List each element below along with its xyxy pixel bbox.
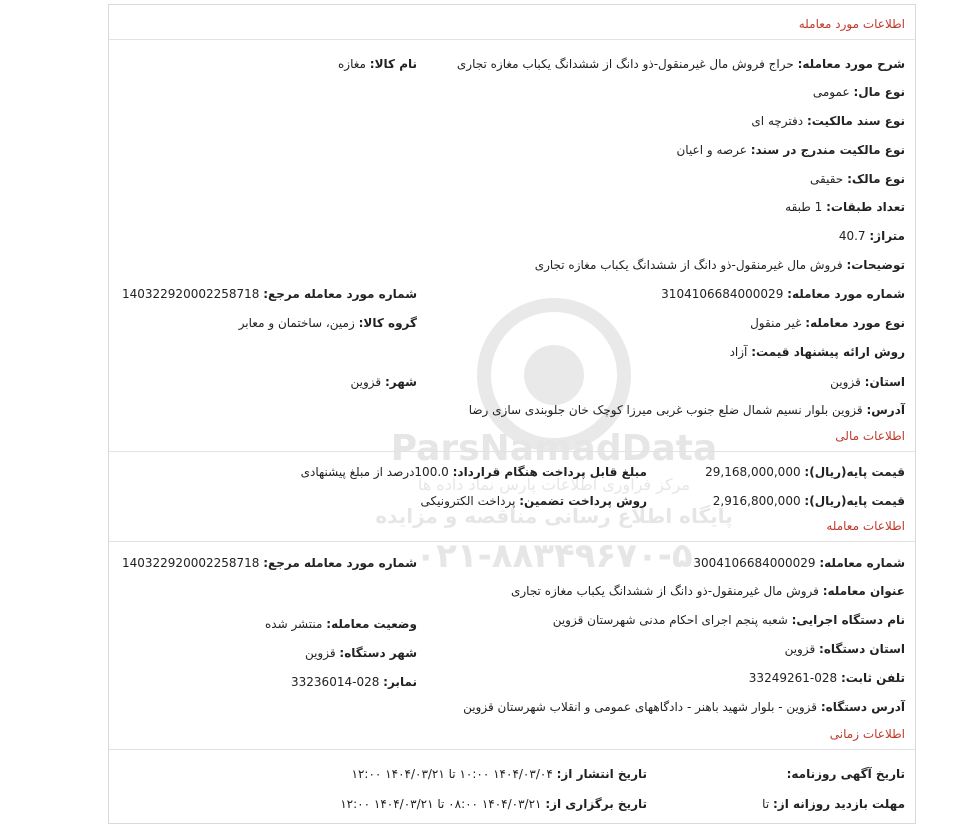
transaction-ref-label: شماره مورد معامله مرجع: [263,556,417,570]
deal-description-label: شرح مورد معامله: [797,57,905,71]
agency-address-value: قزوین - بلوار شهید باهنر - دادگاههای عمومی و انقلاب شهرستان قزوین [463,700,818,714]
deal-type-label: نوع مورد معامله: [805,316,905,330]
transaction-number-label: شماره معامله: [819,556,905,570]
base-price-label: قیمت پایه(ریال): [804,465,905,479]
transaction-ref [122,556,417,570]
asset-type-value: عمومی [812,85,850,99]
goods-name [338,57,417,71]
agency-address-label: آدرس دستگاه: [820,700,905,714]
goods-group [239,316,417,330]
ref-number-value: 140322920002258718 [121,287,260,301]
visit-deadline-value: تا [762,797,770,811]
publish-date-label: تاریخ انتشار از: [556,767,647,781]
base-price-value: 29,168,000,000 [705,465,801,479]
newspaper-date [787,767,905,781]
asset-type-label: نوع مال: [853,85,905,99]
ownership-in-doc [676,143,905,157]
section-title-deal-info: اطلاعات مورد معامله [798,17,905,31]
agency-city [305,646,417,660]
divider [109,541,915,542]
notes-label: توضیحات: [846,258,905,272]
agency-province-value: قزوین [784,642,816,656]
owner-type-label: نوع مالک: [847,172,905,186]
hold-date-value: ۱۴۰۴/۰۳/۲۱ ۰۸:۰۰ تا ۱۴۰۴/۰۳/۲۱ ۱۲:۰۰ [340,797,542,811]
offer-method [730,345,905,359]
floors-label: تعداد طبقات: [826,200,905,214]
ownership-doc-label: نوع سند مالکیت: [806,114,905,128]
transaction-status-label: وضعیت معامله: [326,617,417,631]
owner-type [810,172,905,186]
agency-province-label: استان دستگاه: [819,642,905,656]
contract-payment-value: 100.0درصد از مبلغ پیشنهادی [300,465,449,479]
deal-description-value: حراج فروش مال غیرمنقول-ذو دانگ از ششدانگ یکباب مغازه تجاری [456,57,794,71]
province-label: استان: [864,375,905,389]
deal-type-value: غیر منقول [750,316,802,330]
address [469,403,905,417]
transaction-number-value: 3004106684000029 [693,556,816,570]
agency-city-value: قزوین [304,646,336,660]
guarantee-method-label: روش پرداخت تضمین: [519,494,647,508]
transaction-title [511,584,905,598]
publish-date-value: ۱۴۰۴/۰۳/۰۴ ۱۰:۰۰ تا ۱۴۰۴/۰۳/۲۱ ۱۲:۰۰ [351,767,553,781]
agency-phone [749,671,905,685]
area-label: متراژ: [869,229,905,243]
floors-value: 1 طبقه [785,200,823,214]
transaction-status-value: منتشر شده [264,617,323,631]
agency-fax [291,675,417,689]
city-label: شهر: [385,375,417,389]
goods-name-label: نام کالا: [369,57,417,71]
deal-description [457,57,905,71]
watermark-line2: پایگاه اطلاع رسانی مناقصه و مزایده [375,504,733,528]
agency-fax-label: نمابر: [383,675,417,689]
contract-payment-label: مبلغ قابل پرداخت هنگام قرارداد: [452,465,647,479]
watermark-brand: ParsNamadData [390,428,718,469]
asset-type [813,85,905,99]
city [351,375,417,389]
transaction-ref-value: 140322920002258718 [121,556,260,570]
guarantee-method-value: پرداخت الکترونیکی [420,494,516,508]
agency-phone-value: 028-33249261 [748,671,838,685]
agency-address [463,700,905,714]
divider [109,451,915,452]
notes-value: فروش مال غیرمنقول-ذو دانگ از ششدانگ یکباب مغازه تجاری [534,258,843,272]
visit-deadline [762,797,905,811]
offer-method-value: آزاد [729,345,748,359]
ownership-doc [751,114,905,128]
address-label: آدرس: [866,403,905,417]
transaction-status [265,617,417,631]
transaction-title-label: عنوان معامله: [822,584,905,598]
section-title-transaction: اطلاعات معامله [826,519,905,533]
floors [785,200,905,214]
watermark-logo [304,285,804,585]
divider [109,749,915,750]
transaction-title-value: فروش مال غیرمنقول-ذو دانگ از ششدانگ یکباب مغازه تجاری [510,584,819,598]
agency-name-value: شعبه پنجم اجرای احکام مدنی شهرستان قزوین [552,613,788,627]
transaction-number [693,556,905,570]
agency-fax-value: 028-33236014 [291,675,380,689]
agency-name-label: نام دستگاه اجرایی: [791,613,905,627]
offer-method-label: روش ارائه پیشنهاد قیمت: [751,345,905,359]
ref-number-label: شماره مورد معامله مرجع: [263,287,417,301]
ownership-doc-value: دفترچه ای [751,114,804,128]
watermark-phone: ۰۲۱-۸۸۳۴۹۶۷۰-۵ [415,536,693,576]
deal-number-value: 3104106684000029 [661,287,784,301]
divider [109,39,915,40]
base-price-2-value: 2,916,800,000 [712,494,801,508]
ref-number [122,287,417,301]
section-title-time: اطلاعات زمانی [829,727,905,741]
agency-phone-label: تلفن ثابت: [840,671,905,685]
ownership-in-doc-label: نوع مالکیت مندرج در سند: [750,143,905,157]
contract-payment [301,465,647,479]
base-price-2 [713,494,905,508]
agency-name [553,613,905,627]
hold-date-label: تاریخ برگزاری از: [545,797,647,811]
province-value: قزوین [830,375,861,389]
area-value: 40.7 [838,229,866,243]
visit-deadline-label: مهلت بازدید روزانه از: [773,797,905,811]
area [839,229,905,243]
base-price [705,465,905,479]
owner-type-value: حقیقی [810,172,844,186]
province [830,375,905,389]
publish-date [352,767,647,781]
hold-date [340,797,647,811]
section-title-financial: اطلاعات مالی [835,429,905,443]
goods-name-value: مغازه [338,57,366,71]
document-panel [108,4,916,824]
guarantee-method [421,494,647,508]
ownership-in-doc-value: عرصه و اعیان [676,143,747,157]
agency-city-label: شهر دستگاه: [339,646,417,660]
agency-province [785,642,905,656]
newspaper-date-label: تاریخ آگهی روزنامه: [786,767,905,781]
city-value: قزوین [350,375,382,389]
deal-type [750,316,905,330]
goods-group-value: زمین، ساختمان و معابر [238,316,355,330]
deal-number [661,287,905,301]
base-price-2-label: قیمت پایه(ریال): [804,494,905,508]
address-value: قزوین بلوار نسیم شمال ضلع جنوب غربی میرزا کوچک خان جلوبندی سازی رضا [468,403,863,417]
watermark-line1: مرکز فراوری اطلاعات پارس نماد داده ها [417,475,691,494]
notes [535,258,905,272]
goods-group-label: گروه کالا: [358,316,417,330]
deal-number-label: شماره مورد معامله: [787,287,905,301]
